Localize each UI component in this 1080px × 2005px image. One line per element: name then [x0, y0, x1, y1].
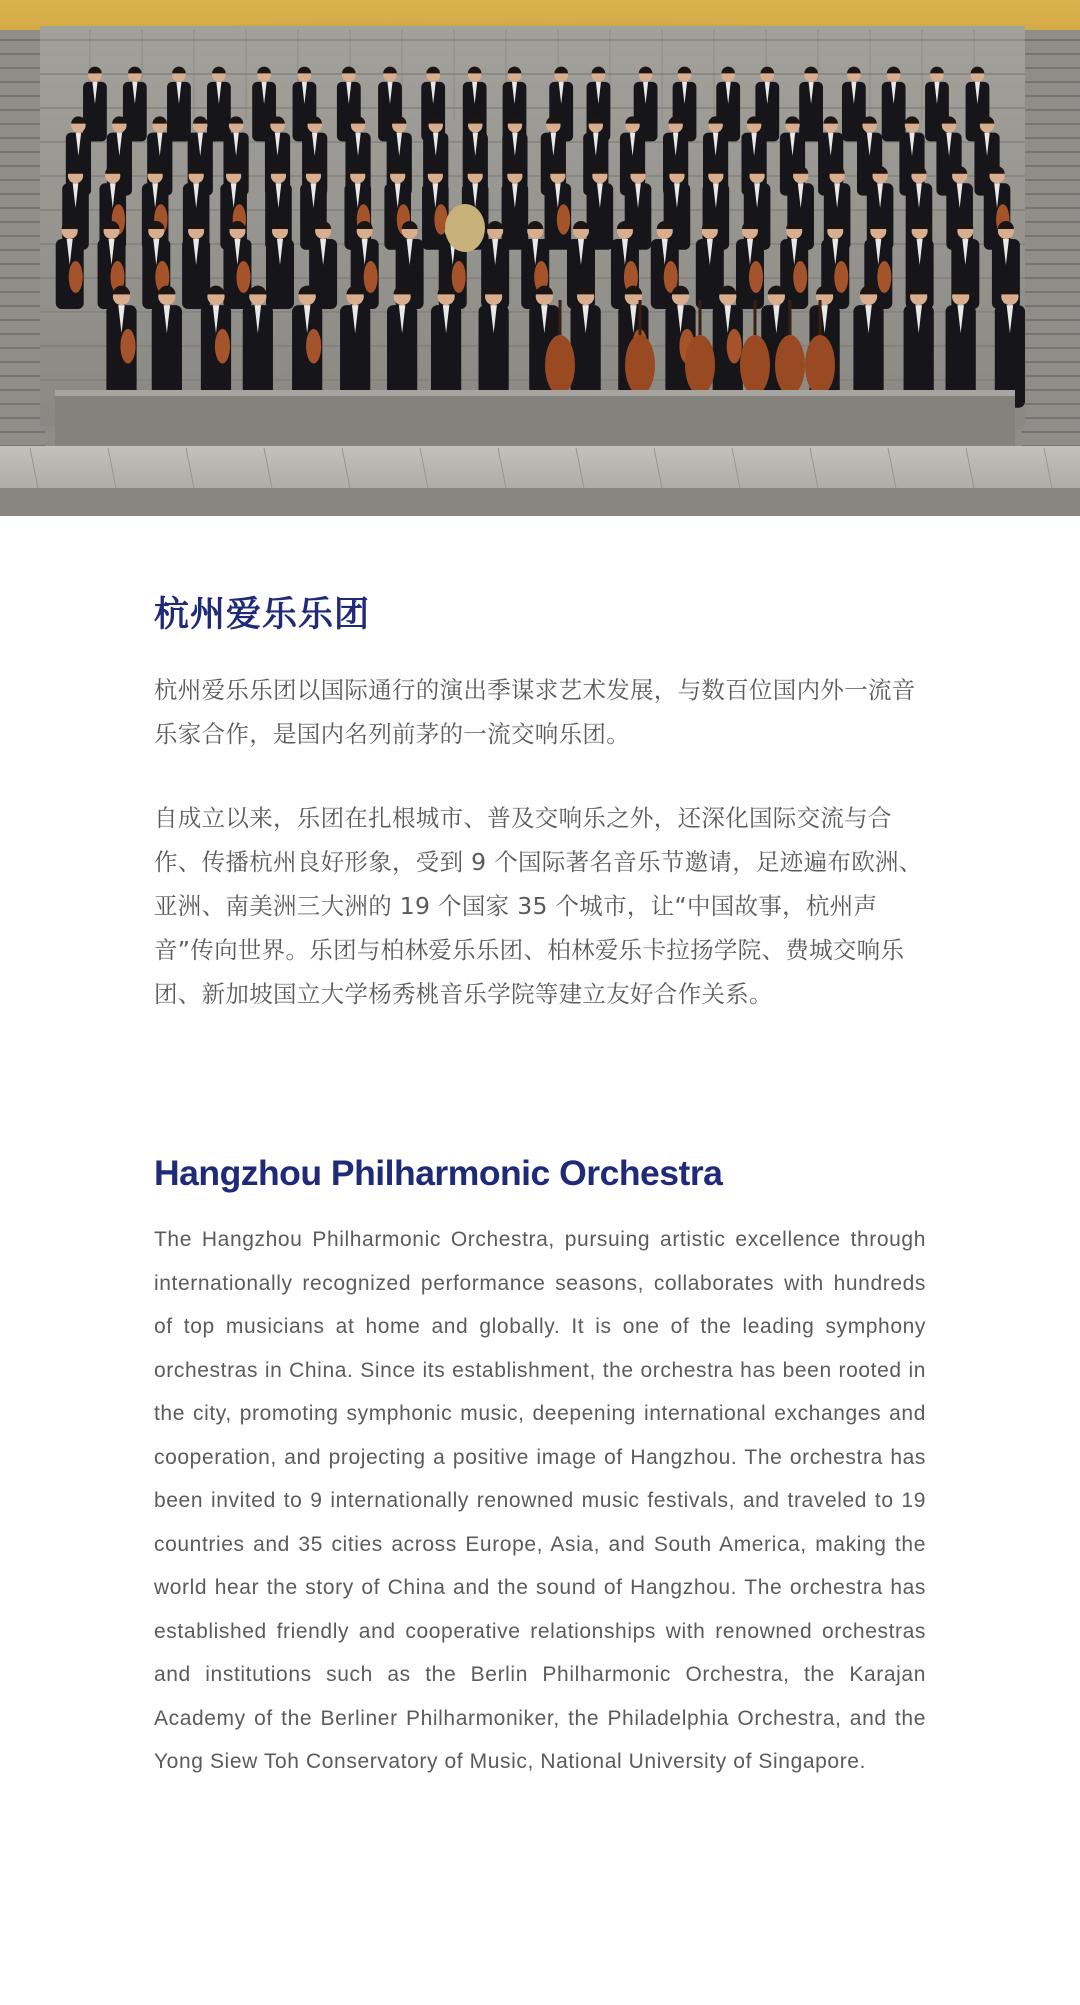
- side-steps-right: [1022, 30, 1080, 450]
- cymbal: [445, 204, 485, 252]
- plaza: [0, 446, 1080, 490]
- chinese-paragraph-history: 自成立以来，乐团在扎根城市、普及交响乐之外，还深化国际交流与合作、传播杭州良好形象，受到 9 个国际著名音乐节邀请，足迹遍布欧洲、亚洲、南美洲三大洲的 19 个国家 35 个城市，让“中国故事，杭州声音”传向世界。乐团与柏林爱乐乐团、柏林爱乐卡拉扬学院、费城交响乐团、新加坡国立大学杨秀桃音乐学院等建立友好合作关系。: [154, 804, 923, 1008]
- english-paragraph: The Hangzhou Philharmonic Orchestra, pursuing artistic excellence through internationally recognized performance seasons, collaborates with hundreds of top musicians at home and globally. It is one of the leading symphony orchestras in China. Since its establishment, the orchestra has been rooted in the city, promoting symphonic music, deepening international exchanges and cooperation, and projecting a positive image of Hangzhou. The orchestra has been invited to 9 internationally renowned music festivals, and traveled to 19 countries and 35 cities across Europe, Asia, and South America, making the world hear the story of China and the sound of Hangzhou. The orchestra has established friendly and cooperative relationships with renowned orchestras and institutions such as the Berlin Philharmonic Orchestra, the Karajan Academy of the Berliner Philharmoniker, the Philadelphia Orchestra, and the Yong Siew Toh Conservatory of Music, National University of Singapore.: [154, 1228, 926, 1773]
- front-ledge: [55, 392, 1015, 446]
- orchestra-group-photo: [0, 0, 1080, 516]
- side-steps-left: [0, 30, 45, 450]
- plaza-curb: [0, 488, 1080, 516]
- chinese-paragraph-intro: 杭州爱乐乐团以国际通行的演出季谋求艺术发展，与数百位国内外一流音乐家合作，是国内名列前茅的一流交响乐团。: [154, 676, 916, 748]
- chinese-section-title: 杭州爱乐乐团: [154, 595, 371, 635]
- english-section-title: Hangzhou Philharmonic Orchestra: [154, 1153, 723, 1193]
